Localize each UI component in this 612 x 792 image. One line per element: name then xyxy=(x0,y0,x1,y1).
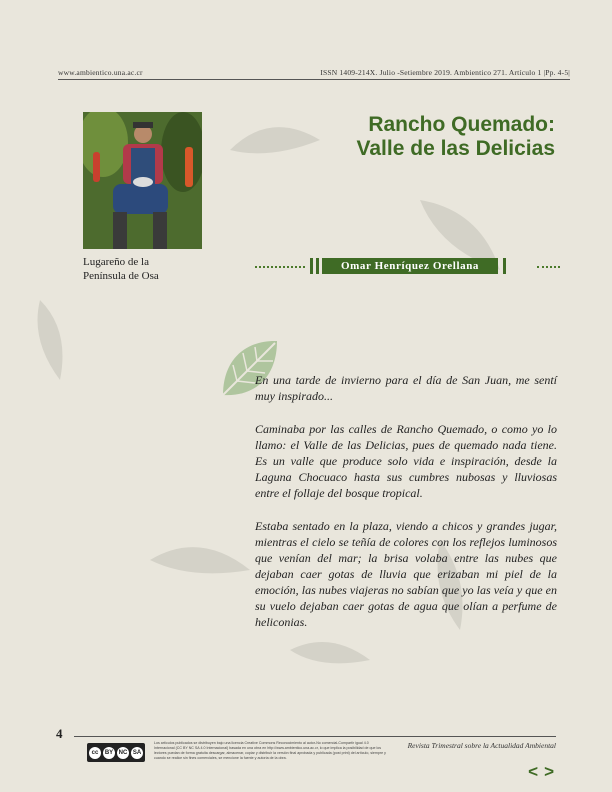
caption-line-2: Península de Osa xyxy=(83,270,159,282)
photo-caption xyxy=(83,255,213,283)
footer-divider xyxy=(74,736,556,737)
accent-bar-3 xyxy=(503,258,506,274)
paragraph-3: Estaba sentado en la plaza, viendo a chicos y grandes jugar, mientras el cielo se teñía de colores con los reflejos luminosos que venían del mar; la brisa volaba entre las nubes que dejaban caer gotas de lluvia que erizaban mi piel de la emoción, las nubes viajeras no sabían que yo las veía y que en su vuelo dejaban caer gotas de agua que olían a perfume de heliconias. xyxy=(255,519,557,629)
caption-line-1: Lugareño de la xyxy=(83,256,149,268)
paragraph-2: Caminaba por las calles de Rancho Quemado, o como yo lo llamo: el Valle de las Delicias, pues de quemado nada tiene. Es un valle que produce solo vida e inspiración, desde la Laguna Chocuaco hasta sus cumbres nubosas y lluviosas entre el follaje del bosque tropical. xyxy=(255,422,557,500)
article-title xyxy=(357,113,555,161)
sa-icon: SA xyxy=(131,747,143,759)
author-banner xyxy=(255,258,560,274)
title-line-2: Valle de las Delicias xyxy=(356,137,555,160)
dotted-rule-right xyxy=(537,266,560,268)
next-page-button[interactable]: > xyxy=(544,762,560,781)
accent-bar-1 xyxy=(310,258,313,274)
page-number: 4 xyxy=(56,726,63,741)
author-name: Omar Henríquez Orellana xyxy=(322,258,498,274)
by-icon: BY xyxy=(103,747,115,759)
page-header xyxy=(58,66,570,79)
license-text: Los artículos publicados se distribuyen bajo una licencia Creative Commons Reconocimiento al autor-No comercial-Compartir igual 4.0 Internacional (CC BY NC SA 4.0 Internacional) basada en una obra en http://www.ambientico.una.ac.cr, lo que implica la posibilidad de que los lectores puedan de forma gratuita descargar, almacenar, copiar y distribuir la versión final aprobada y publicada (post print) del artículo, siempre y cuando se realice sin fines comerciales, se mencione la fuente y autoría de la obra. xyxy=(154,741,386,760)
article-body xyxy=(255,372,557,647)
journal-name: Revista Trimestral sobre la Actualidad Ambiental xyxy=(407,741,556,750)
website-link[interactable]: www.ambientico.una.ac.cr xyxy=(58,68,143,77)
accent-bar-2 xyxy=(316,258,319,274)
paragraph-1: En una tarde de invierno para el día de San Juan, me sentí muy inspirado... xyxy=(255,373,557,403)
previous-page-button[interactable]: < xyxy=(528,762,545,781)
creative-commons-badge[interactable] xyxy=(87,743,145,762)
portrait-photo xyxy=(83,112,202,249)
header-divider xyxy=(58,79,570,80)
issn-info: ISSN 1409-214X. Julio -Setiembre 2019. Ambientico 271. Artículo 1 |Pp. 4-5| xyxy=(320,68,570,77)
nc-icon: NC xyxy=(117,747,129,759)
cc-icon: cc xyxy=(89,747,101,759)
page-navigation xyxy=(528,762,560,782)
dotted-rule-left xyxy=(255,266,305,268)
title-line-1: Rancho Quemado: xyxy=(368,113,555,136)
